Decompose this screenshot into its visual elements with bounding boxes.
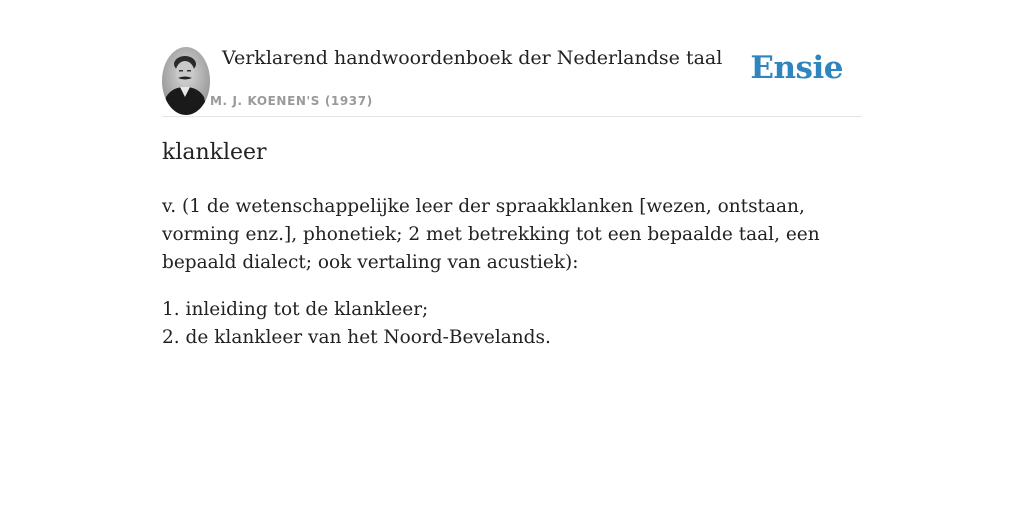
list-item: 2. de klankleer van het Noord-Bevelands. <box>162 327 551 348</box>
definition-text: v. (1 de wetenschappelijke leer der spraakklanken [wezen, ontstaan, vorming enz.], phonetiek; 2 met betrekking tot een bepaalde taal, een bepaald dialect; ook vertaling van acustiek): <box>162 196 820 273</box>
author-portrait <box>162 47 210 115</box>
dictionary-title: Verklarend handwoordenboek der Nederlandse taal <box>222 47 723 69</box>
list-item: 1. inleiding tot de klankleer; <box>162 299 429 320</box>
headword: klankleer <box>162 140 267 165</box>
dictionary-edition: M. J. KOENEN'S (1937) <box>210 94 373 108</box>
ensie-logo-link[interactable]: Ensie <box>750 50 843 86</box>
dictionary-header <box>162 44 862 117</box>
example-list <box>162 296 862 352</box>
